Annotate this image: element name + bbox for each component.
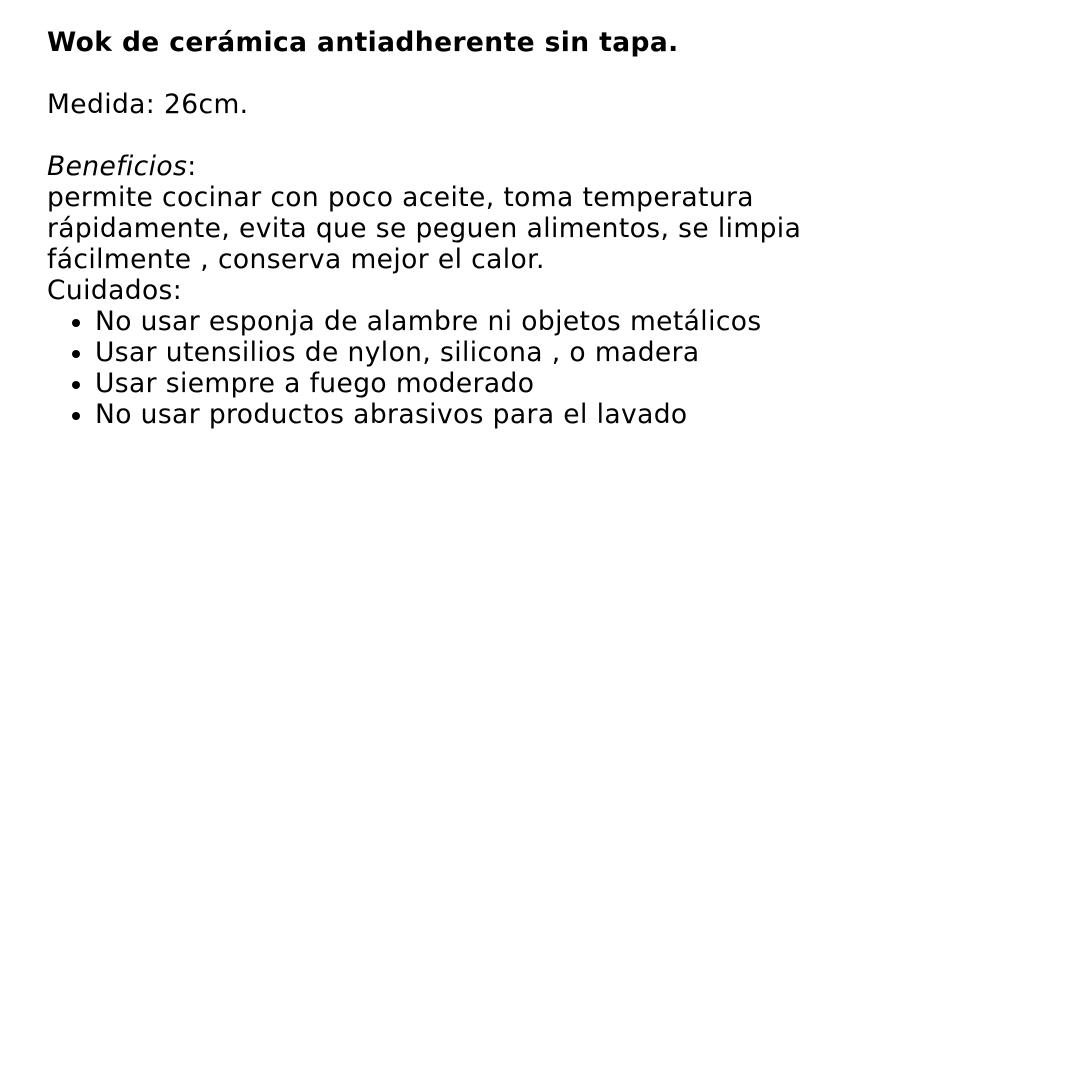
- product-description: [47, 27, 1027, 430]
- benefits-line-2: rápidamente, evita que se peguen alimentos, se limpia: [47, 213, 802, 244]
- bullet-icon: [72, 350, 80, 358]
- list-item: [95, 399, 1027, 430]
- list-item-text: No usar esponja de alambre ni objetos metálicos: [95, 306, 762, 337]
- benefits-colon: :: [187, 151, 197, 182]
- care-list: [47, 306, 1027, 430]
- bullet-icon: [72, 412, 80, 420]
- list-item-text: Usar utensilios de nylon, silicona , o madera: [95, 337, 700, 368]
- list-item: [95, 306, 1027, 337]
- list-item-text: No usar productos abrasivos para el lavado: [95, 399, 688, 430]
- bullet-icon: [72, 319, 80, 327]
- list-item: [95, 368, 1027, 399]
- list-item-text: Usar siempre a fuego moderado: [95, 368, 535, 399]
- care-label: Cuidados:: [47, 275, 183, 306]
- product-title: Wok de cerámica antiadherente sin tapa.: [47, 27, 679, 58]
- bullet-icon: [72, 381, 80, 389]
- benefits-line-1: permite cocinar con poco aceite, toma temperatura: [47, 182, 754, 213]
- spacer: [47, 120, 1027, 151]
- benefits-heading: [47, 151, 1027, 182]
- benefits-label: Beneficios: [47, 151, 188, 182]
- list-item: [95, 337, 1027, 368]
- spacer: [47, 58, 1027, 89]
- measure-text: Medida: 26cm.: [47, 89, 249, 120]
- benefits-line-3: fácilmente , conserva mejor el calor.: [47, 244, 545, 275]
